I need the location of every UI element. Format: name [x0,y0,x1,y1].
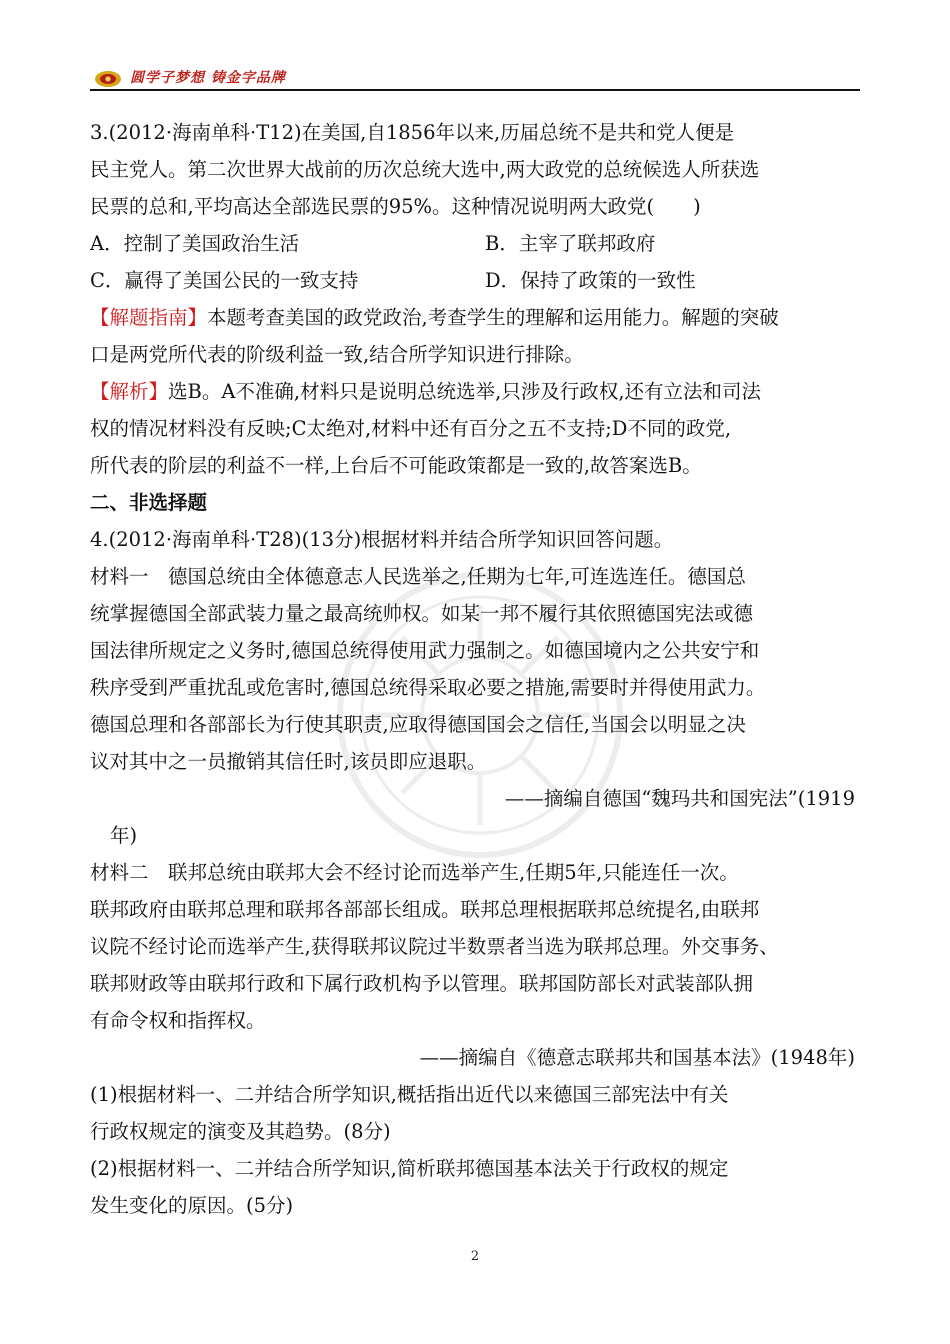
material2-source: ——摘编自《德意志联邦共和国基本法》(1948年) [419,1046,855,1069]
header-divider [90,89,860,91]
q3-stem-line: 民主党人。第二次世界大战前的历次总统大选中,两大政党的总统候选人所获选 [90,158,760,181]
material2-line: 材料二 联邦总统由联邦大会不经讨论而选举产生,任期5年,只能连任一次。 [90,861,739,884]
page-header [90,66,860,90]
q3-option-d: D．保持了政策的一致性 [485,269,696,292]
material1-line: 国法律所规定之义务时,德国总统得使用武力强制之。如德国境内之公共安宁和 [90,639,760,662]
material1-line: 秩序受到严重扰乱或危害时,德国总统得采取必要之措施,需要时并得使用武力。 [90,676,766,699]
q4-stem: 4.(2012·海南单科·T28)(13分)根据材料并结合所学知识回答问题。 [90,528,674,551]
material2-line: 联邦政府由联邦总理和联邦各部部长组成。联邦总理根据联邦总统提名,由联邦 [90,898,760,921]
q3-guide-line [90,299,865,336]
material2-line: 联邦财政等由联邦行政和下属行政机构予以管理。联邦国防部长对武装部队拥 [90,972,754,995]
analysis-text: 选B。A不准确,材料只是说明总统选举,只涉及行政权,还有立法和司法 [168,380,762,403]
page-number: 2 [470,1249,480,1264]
q3-option-c: C．赢得了美国公民的一致支持 [90,269,359,292]
q3-analysis-line: 所代表的阶层的利益不一样,上台后不可能政策都是一致的,故答案选B。 [90,454,702,477]
material2-line: 有命令权和指挥权。 [90,1009,266,1032]
section-title: 二、非选择题 [90,491,208,514]
logo-icon [94,68,122,88]
q3-options-row [90,262,865,299]
material2-line: 议院不经讨论而选举产生,获得联邦议院过半数票者当选为联邦总理。外交事务、 [90,935,779,958]
material1-line: 材料一 德国总统由全体德意志人民选举之,任期为七年,可连选连任。德国总 [90,565,746,588]
sub-question-2: (2)根据材料一、二并结合所学知识,简析联邦德国基本法关于行政权的规定 [90,1157,729,1180]
q3-stem-line: 民票的总和,平均高达全部选民票的95%。这种情况说明两大政党( ) [90,195,701,218]
q3-options-row [90,225,865,262]
q3-analysis-line: 权的情况材料没有反映;C太绝对,材料中还有百分之五不支持;D不同的政党, [90,417,732,440]
material1-line: 议对其中之一员撤销其信任时,该员即应退职。 [90,750,487,773]
material1-line: 德国总理和各部部长为行使其职责,应取得德国国会之信任,当国会以明显之决 [90,713,746,736]
q3-option-a: A．控制了美国政治生活 [90,232,300,255]
document-body [90,114,865,1224]
q3-option-b: B．主宰了联邦政府 [485,232,656,255]
sub-question-1: (1)根据材料一、二并结合所学知识,概括指出近代以来德国三部宪法中有关 [90,1083,729,1106]
analysis-tag: 【解析】 [90,380,169,403]
guide-tag: 【解题指南】 [90,306,208,329]
q3-guide-line: 口是两党所代表的阶级利益一致,结合所学知识进行排除。 [90,343,584,366]
header-slogan: 圆学子梦想 铸金字品牌 [130,70,286,86]
q3-analysis-line [90,373,865,410]
material1-line: 统掌握德国全部武装力量之最高统帅权。如某一邦不履行其依照德国宪法或德 [90,602,754,625]
material1-source-cont: 年) [110,824,138,847]
sub-question-2: 发生变化的原因。(5分) [90,1194,294,1217]
q3-stem-line: 3.(2012·海南单科·T12)在美国,自1856年以来,历届总统不是共和党人便是 [90,121,735,144]
sub-question-1: 行政权规定的演变及其趋势。(8分) [90,1120,391,1143]
guide-text: 本题考查美国的政党政治,考查学生的理解和运用能力。解题的突破 [207,306,779,329]
material1-source: ——摘编自德国“魏玛共和国宪法”(1919 [504,787,855,810]
